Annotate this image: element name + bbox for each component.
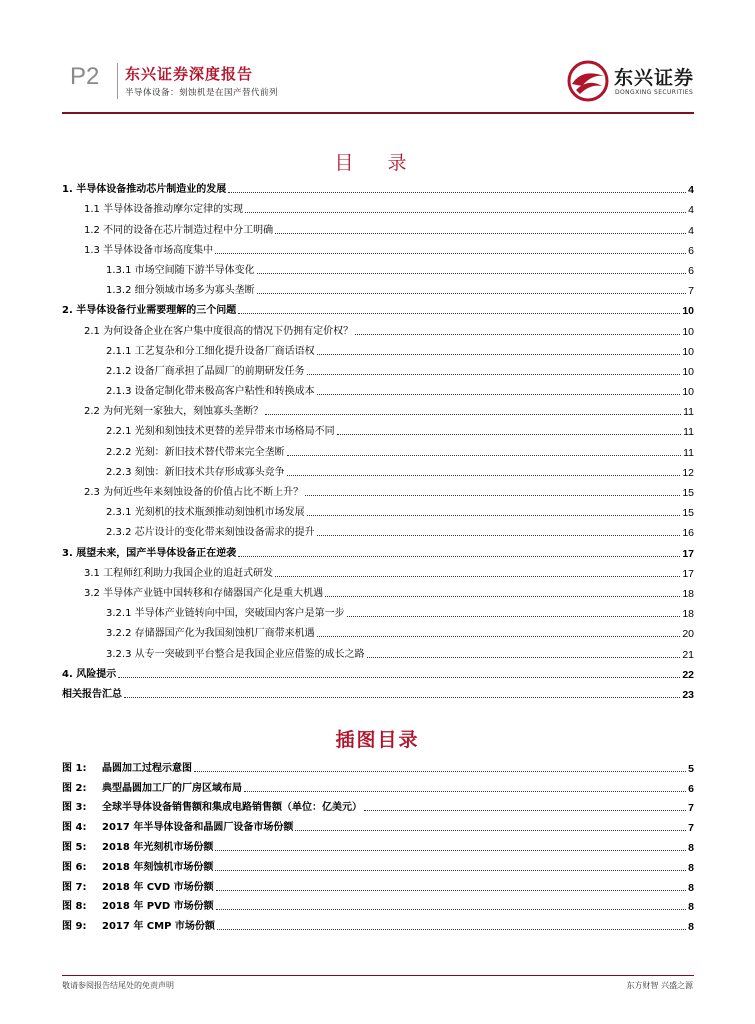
toc-leader-dots — [337, 434, 681, 435]
figure-entry-page: 8 — [688, 921, 694, 934]
toc-title: 目 录 — [334, 152, 421, 174]
toc-leader-dots — [317, 535, 681, 536]
toc-entry-label: 4. 风险提示 — [62, 668, 117, 680]
figure-entry-page: 7 — [688, 802, 694, 815]
toc-entry-page: 17 — [682, 547, 694, 560]
figure-entry-page: 7 — [688, 822, 694, 835]
page-header — [0, 0, 755, 120]
toc-entry-label: 1.1 半导体设备推动摩尔定律的实现 — [84, 204, 244, 216]
toc-entry[interactable] — [62, 218, 694, 238]
figure-leader-dots — [216, 909, 687, 910]
toc-entry-page: 7 — [688, 285, 694, 298]
toc-entry-label: 2.1.2 设备厂商承担了晶圆厂的前期研发任务 — [106, 365, 305, 377]
figure-leader-dots — [244, 791, 686, 792]
toc-entry-page: 21 — [682, 648, 694, 661]
toc-entry-page: 10 — [682, 305, 694, 318]
toc-leader-dots — [307, 374, 681, 375]
figure-entry-number: 图 3: — [62, 802, 87, 814]
figure-entry-number: 图 6: — [62, 861, 87, 873]
toc-leader-dots — [347, 616, 681, 617]
figure-leader-dots — [295, 830, 686, 831]
toc-entry-page: 10 — [682, 345, 694, 358]
figure-entry-number: 图 4: — [62, 822, 87, 834]
toc-entry[interactable] — [62, 562, 694, 582]
toc-entry-label: 2.2.2 光刻：新旧技术替代带来完全垄断 — [106, 446, 285, 458]
report-subtitle: 半导体设备：刻蚀机是在国产替代前列 — [125, 88, 279, 98]
footer-disclaimer: 敬请参阅报告结尾处的免责声明 — [62, 981, 174, 990]
figure-leader-dots — [194, 771, 686, 772]
figure-entry-number: 图 9: — [62, 921, 87, 933]
figure-entry-page: 8 — [688, 841, 694, 854]
figure-leader-dots — [364, 810, 686, 811]
toc-entry-page: 20 — [682, 628, 694, 641]
toc-entry-label: 1.3 半导体设备市场高度集中 — [84, 244, 214, 256]
toc-entry-page: 6 — [688, 244, 694, 257]
header-rule — [62, 112, 694, 114]
toc-entry-page: 22 — [682, 668, 694, 681]
figure-entry-page: 6 — [688, 782, 694, 795]
figure-entry[interactable] — [62, 797, 694, 817]
figure-entry-label: 2018 年 PVD 市场份额 — [102, 901, 214, 913]
toc-entry[interactable] — [62, 683, 694, 703]
toc-entry[interactable] — [62, 440, 694, 460]
toc-leader-dots — [257, 293, 687, 294]
logo-emblem-icon — [566, 60, 610, 102]
toc-entry-page: 6 — [688, 264, 694, 277]
toc-entry[interactable] — [62, 198, 694, 218]
figure-entry-number: 图 8: — [62, 901, 87, 913]
toc-leader-dots — [325, 596, 680, 597]
toc-entry[interactable] — [62, 340, 694, 360]
figure-entry[interactable] — [62, 896, 694, 916]
toc-entry-label: 2.1.1 工艺复杂和分工细化提升设备厂商话语权 — [106, 345, 315, 357]
table-of-contents — [62, 178, 694, 703]
figure-entry-number: 图 7: — [62, 881, 87, 893]
figure-leader-dots — [215, 850, 686, 851]
toc-entry-label: 3.2.3 从专一突破到平台整合是我国企业应借鉴的成长之路 — [106, 648, 365, 660]
toc-leader-dots — [317, 394, 681, 395]
footer-slogan: 东方财智 兴盛之源 — [626, 981, 693, 990]
toc-entry-label: 2.2.1 光刻和刻蚀技术更替的差异带来市场格局不同 — [106, 426, 335, 438]
figure-leader-dots — [217, 929, 686, 930]
toc-entry[interactable] — [62, 521, 694, 541]
toc-leader-dots — [317, 636, 681, 637]
toc-entry[interactable] — [62, 239, 694, 259]
toc-entry[interactable] — [62, 461, 694, 481]
figure-entry-label: 2018 年刻蚀机市场份额 — [102, 861, 214, 873]
toc-entry-page: 15 — [682, 487, 694, 499]
toc-leader-dots — [245, 212, 686, 213]
page-number: P2 — [70, 63, 100, 90]
figure-entry[interactable] — [62, 856, 694, 876]
figure-entry-page: 8 — [688, 881, 694, 894]
toc-entry-page: 12 — [682, 466, 694, 479]
figure-entry[interactable] — [62, 777, 694, 797]
toc-entry-label: 2.2 为何光刻一家独大，刻蚀寡头垄断？ — [84, 406, 264, 418]
toc-entry[interactable] — [62, 420, 694, 440]
toc-entry[interactable] — [62, 642, 694, 662]
toc-entry[interactable] — [62, 178, 694, 198]
toc-entry-label: 1.3.2 细分领域市场多为寡头垄断 — [106, 285, 255, 297]
toc-entry[interactable] — [62, 259, 694, 279]
toc-leader-dots — [355, 334, 680, 335]
toc-leader-dots — [124, 697, 680, 698]
toc-entry[interactable] — [62, 360, 694, 380]
toc-entry-page: 18 — [682, 587, 694, 600]
figure-entry-label: 晶圆加工过程示意图 — [102, 762, 192, 774]
toc-leader-dots — [238, 313, 680, 314]
toc-leader-dots — [287, 475, 681, 476]
figure-entry-label: 2017 年半导体设备和晶圆厂设备市场份额 — [102, 822, 294, 834]
toc-entry-label: 1. 半导体设备推动芯片制造业的发展 — [62, 184, 227, 196]
toc-entry-page: 10 — [682, 386, 694, 399]
toc-entry-page: 15 — [682, 507, 694, 520]
toc-entry[interactable] — [62, 602, 694, 622]
toc-entry-label: 2.3.2 芯片设计的变化带来刻蚀设备需求的提升 — [106, 527, 315, 539]
figure-entry[interactable] — [62, 915, 694, 935]
figure-entry-label: 2017 年 CMP 市场份额 — [102, 921, 215, 933]
toc-entry[interactable] — [62, 622, 694, 642]
toc-entry[interactable] — [62, 541, 694, 561]
toc-entry[interactable] — [62, 400, 694, 420]
toc-entry-page: 11 — [683, 426, 694, 439]
toc-entry-page: 18 — [682, 608, 694, 621]
toc-leader-dots — [228, 192, 686, 193]
toc-entry-page: 4 — [688, 184, 694, 197]
toc-entry-page: 17 — [682, 567, 694, 580]
company-logo — [566, 60, 706, 104]
logo-text-en: DONGXING SECURITIES — [615, 89, 694, 96]
toc-leader-dots — [118, 677, 680, 678]
figure-list — [62, 757, 694, 935]
figure-entry-page: 5 — [688, 762, 694, 775]
toc-leader-dots — [215, 253, 686, 254]
toc-entry[interactable] — [62, 582, 694, 602]
figure-entry-label: 全球半导体设备销售额和集成电路销售额（单位：亿美元） — [102, 802, 362, 814]
toc-entry-page: 23 — [682, 688, 694, 701]
toc-entry-label: 3.1 工程师红利助力我国企业的追赶式研发 — [84, 567, 274, 579]
toc-entry-label: 2.3 为何近些年来刻蚀设备的价值占比不断上升？ — [84, 487, 304, 498]
figure-entry-number: 图 2: — [62, 782, 87, 794]
figure-entry[interactable] — [62, 816, 694, 836]
toc-entry-page: 10 — [682, 325, 694, 338]
toc-entry-label: 2.1 为何设备企业在客户集中度很高的情况下仍拥有定价权？ — [84, 325, 354, 337]
toc-entry[interactable] — [62, 663, 694, 683]
toc-entry-label: 相关报告汇总 — [62, 688, 122, 700]
figure-leader-dots — [215, 870, 686, 871]
header-divider — [117, 63, 118, 99]
toc-entry[interactable] — [62, 319, 694, 339]
toc-entry-label: 3.2.1 半导体产业链转向中国，突破国内客户是第一步 — [106, 608, 345, 620]
logo-text-cn: 东兴证券 — [614, 67, 695, 89]
toc-leader-dots — [265, 414, 681, 415]
toc-leader-dots — [275, 233, 686, 234]
toc-leader-dots — [287, 455, 681, 456]
toc-entry-label: 2.2.3 刻蚀：新旧技术共存形成寡头竞争 — [106, 466, 285, 478]
figure-entry[interactable] — [62, 757, 694, 777]
toc-entry-label: 2.3.1 光刻机的技术瓶颈推动刻蚀机市场发展 — [106, 507, 305, 519]
figure-entry-label: 2018 年光刻机市场份额 — [102, 841, 214, 853]
toc-entry[interactable] — [62, 299, 694, 319]
toc-entry-page: 10 — [682, 365, 694, 378]
toc-leader-dots — [305, 495, 680, 496]
toc-entry-page: 11 — [683, 446, 694, 459]
figure-entry-page: 8 — [688, 901, 694, 914]
toc-entry-label: 1.2 不同的设备在芯片制造过程中分工明确 — [84, 224, 274, 236]
figure-entry-label: 2018 年 CVD 市场份额 — [102, 881, 214, 893]
toc-entry-page: 16 — [682, 527, 694, 540]
figure-entry-number: 图 5: — [62, 841, 87, 853]
toc-leader-dots — [275, 576, 680, 577]
toc-leader-dots — [257, 273, 687, 274]
toc-entry[interactable] — [62, 481, 694, 501]
toc-entry-page: 4 — [688, 224, 694, 237]
figure-entry[interactable] — [62, 876, 694, 896]
figure-leader-dots — [216, 890, 687, 891]
figure-entry-label: 典型晶圆加工厂的厂房区域布局 — [102, 782, 242, 794]
toc-entry-label: 1.3.1 市场空间随下游半导体变化 — [106, 264, 255, 276]
toc-leader-dots — [307, 515, 681, 516]
toc-entry-page: 11 — [683, 406, 694, 419]
figure-entry[interactable] — [62, 836, 694, 856]
toc-entry-label: 2.1.3 设备定制化带来极高客户粘性和转换成本 — [106, 386, 315, 398]
toc-leader-dots — [317, 354, 681, 355]
toc-entry-label: 2. 半导体设备行业需要理解的三个问题 — [62, 305, 237, 317]
toc-entry-label: 3.2 半导体产业链中国转移和存储器国产化是重大机遇 — [84, 587, 324, 599]
footer-rule — [62, 975, 694, 976]
figure-list-title: 插图目录 — [335, 729, 420, 751]
toc-entry[interactable] — [62, 279, 694, 299]
figure-entry-page: 8 — [688, 861, 694, 874]
toc-entry-label: 3. 展望未来，国产半导体设备正在逆袭 — [62, 547, 237, 559]
toc-leader-dots — [367, 657, 681, 658]
report-title: 东兴证券深度报告 — [125, 65, 254, 83]
figure-entry-number: 图 1: — [62, 762, 87, 774]
toc-entry-page: 4 — [688, 204, 694, 217]
toc-entry-label: 3.2.2 存储器国产化为我国刻蚀机厂商带来机遇 — [106, 628, 315, 640]
toc-entry[interactable] — [62, 380, 694, 400]
toc-leader-dots — [238, 556, 680, 557]
toc-entry[interactable] — [62, 501, 694, 521]
